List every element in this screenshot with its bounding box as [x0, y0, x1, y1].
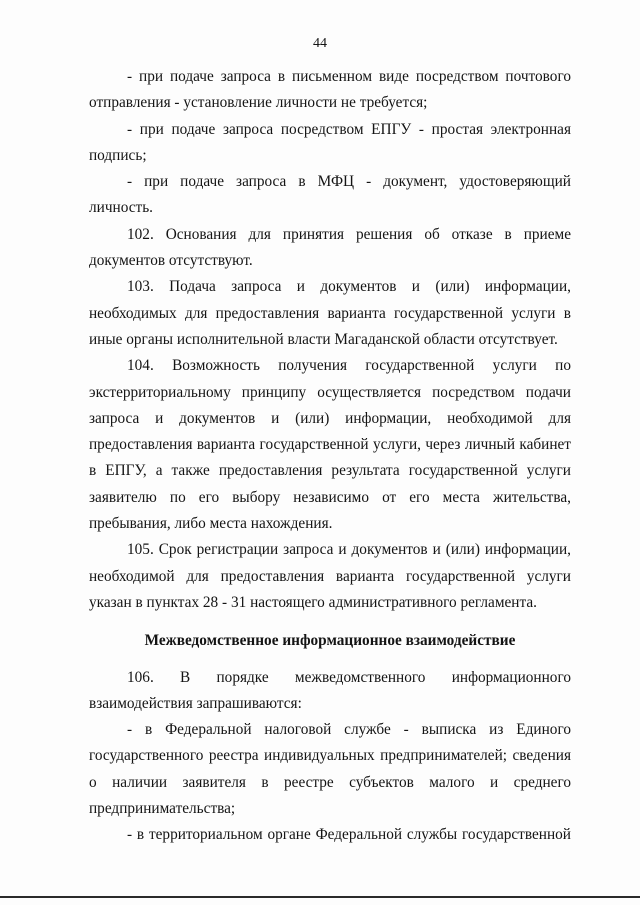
- paragraph-item-105: 105. Срок регистрации запроса и документов и (или) информации, необходимой для предоставления варианта государственной услуги указан в пунктах 28 - 31 настоящего административного регламента.: [89, 541, 571, 611]
- paragraph-item-106: 106. В порядке межведомственного информационного взаимодействия запрашиваются:: [89, 668, 571, 712]
- bottom-scan-edge: [0, 896, 640, 898]
- paragraph-item-104: 104. Возможность получения государственной услуги по экстерриториальному принципу осуществляется посредством подачи запроса и документов и (или) информации, необходимой для предоставления варианта государственной услуги, через личный кабинет в ЕПГУ, а также предоставления результата государственной услуги заявителю по его выбору независимо от его места жительства, пребывания, либо места нахождения.: [89, 357, 571, 533]
- paragraph-postal-submission: - при подаче запроса в письменном виде посредством почтового отправления - установление личности не требуется;: [89, 68, 571, 112]
- paragraph-territorial-body: - в территориальном органе Федеральной службы государственной: [127, 826, 571, 844]
- paragraph-item-103: 103. Подача запроса и документов и (или) информации, необходимых для предоставления варианта государственной услуги в иные органы исполнительной власти Магаданской области отсутствует.: [89, 278, 571, 348]
- paragraph-mfc-submission: - при подаче запроса в МФЦ - документ, удостоверяющий личность.: [89, 173, 571, 217]
- paragraph-tax-service: - в Федеральной налоговой службе - выписка из Единого государственного реестра индивидуальных предпринимателей; сведения о наличии заявителя в реестре субъектов малого и среднего предпринимательства;: [89, 721, 571, 818]
- section-heading: Межведомственное информационное взаимодействие: [144, 632, 516, 650]
- paragraph-item-102: 102. Основания для принятия решения об отказе в приеме документов отсутствуют.: [89, 225, 571, 270]
- paragraph-epgu-submission: - при подаче запроса посредством ЕПГУ - простая электронная подпись;: [89, 120, 571, 164]
- document-body: [89, 64, 571, 849]
- page-number: 44: [313, 36, 327, 51]
